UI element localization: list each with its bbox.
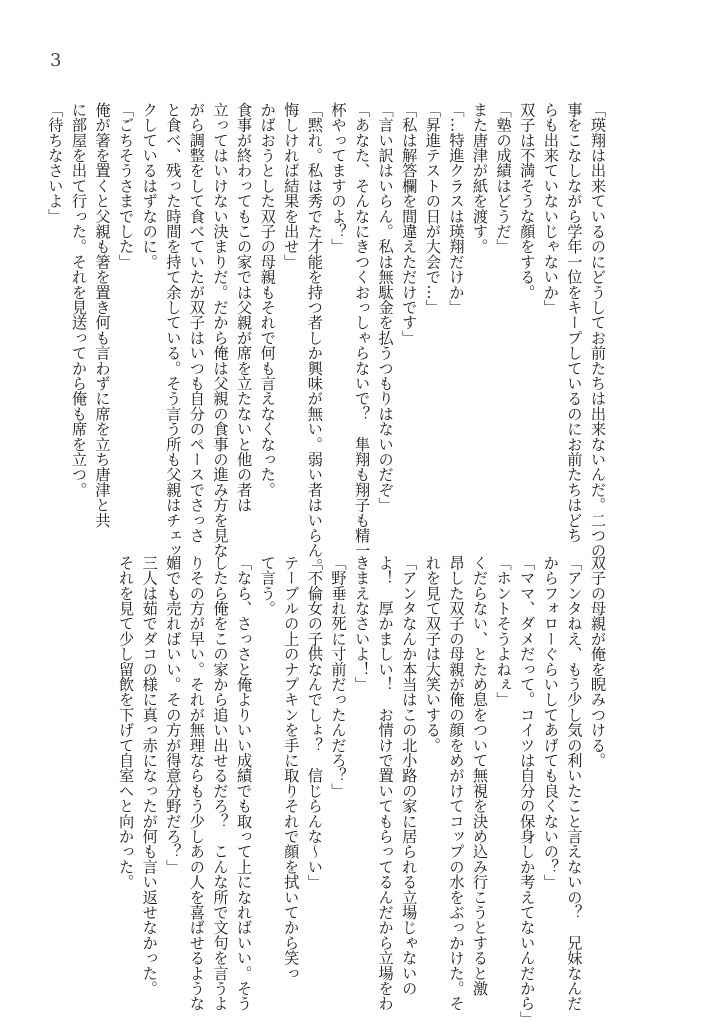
text-line: クしているはずなのに。 xyxy=(140,102,159,270)
text-line: くだらない、とため息をついて無視を決め込み行こうとすると激 xyxy=(471,555,490,996)
text-line: がら調整をして食べていたが双子はいつも自分のペースでさっさ xyxy=(187,102,206,543)
text-line: 悔しければ結果を出せ」 xyxy=(282,102,301,270)
text-line: 「アンタなんか本当はこの北小路の家に居られる立場じゃないの xyxy=(400,555,419,996)
text-line: 「アンタねえ、もう少し気の利いたこと言えないの？ 兄妹なんだ xyxy=(565,555,584,1011)
text-line: 三人は茹でダコの様に真っ赤になったが何も言い返せなかった。 xyxy=(140,555,159,996)
text-line: 双子は不満そうな顔をする。 xyxy=(518,102,537,300)
text-line: 「野垂れ死に寸前だったんだろ？」 xyxy=(329,555,348,799)
text-line: 「不倫女の子供なんでしょ？ 信じらんな〜い」 xyxy=(305,555,324,890)
text-line: 「あなた、そんなにきつくおっしゃらないで？ 隼翔も翔子も精一 xyxy=(353,102,372,558)
text-line: 「待ちなさいよ」 xyxy=(46,102,65,224)
text-line: 「私は解答欄を間違えただけです」 xyxy=(400,102,419,346)
text-line: 「ごちそうさまでした」 xyxy=(117,102,136,270)
text-line: 「ホントそうよねぇ」 xyxy=(494,555,513,707)
text-line: 「…特進クラスは瑛翔だけか」 xyxy=(447,102,466,315)
text-block-bottom xyxy=(114,555,609,1026)
text-line: 事をこなしながら学年一位をキープしているのにお前たちはどち xyxy=(565,102,584,543)
text-line: 「塾の成績はどうだ」 xyxy=(494,102,513,254)
text-line: 「黙れ。私は秀でた才能を持つ者しか興味が無い。弱い者はいらん。 xyxy=(305,102,324,574)
text-line: 「昇進テストの日が大会で…」 xyxy=(423,102,442,315)
text-line: 昂した双子の母親が俺の顔をめがけてコップの水をぶっかけた。そ xyxy=(447,555,466,1011)
text-line: 立ってはいけない決まりだ。だから俺は父親の食事の進み方を見な xyxy=(211,102,230,558)
page-number: 3 xyxy=(50,50,62,71)
text-line: 俺が箸を置くと父親も箸を置き何も言わずに席を立ち唐津と共 xyxy=(93,102,112,528)
text-line: に部屋を出て行った。それを見送ってから俺も席を立つ。 xyxy=(69,102,88,498)
text-line: りその方が早い。それが無理ならもう少しあの人を喜ばせるような xyxy=(187,555,206,1011)
text-line: よ！ 厚かましい！ お情けで置いてもらってるんだから立場をわ xyxy=(376,555,395,1011)
text-line: 食事が終わってもこの家では父親が席を立たないと他の者は xyxy=(235,102,254,513)
text-line: て言う。 xyxy=(258,555,277,616)
text-line: 「ママ、ダメだって。コイツは自分の保身しか考えてないんだから」 xyxy=(518,555,537,1026)
text-line: 「なら、さっさと俺よりいい成績でも取って上になればいい。そう xyxy=(235,555,254,1011)
text-line: したら俺をこの家から追い出せるだろ？ こんな所で文句を言うよ xyxy=(211,555,230,1011)
text-line: 双子の母親が俺を睨みつける。 xyxy=(589,555,607,768)
text-line: らも出来ていないじゃないか」 xyxy=(541,102,560,315)
text-line: それを見て少し留飲を下げて自室へと向かった。 xyxy=(117,555,136,890)
text-line: れを見て双子は大笑いする。 xyxy=(423,555,442,753)
text-line: 「瑛翔は出来ているのにどうしてお前たちは出来ないんだ。二つの xyxy=(589,102,607,558)
text-line: からフォローぐらいしてあげても良くないの？」 xyxy=(541,555,560,890)
text-line: 「言い訳はいらん。私は無駄金を払うつもりはないのだぞ」 xyxy=(376,102,395,513)
text-line: テーブルの上のナプキンを手に取りそれで顔を拭いてから笑っ xyxy=(282,555,301,981)
text-line: 杯やってますのよ？」 xyxy=(329,102,348,254)
text-line: 媚でも売ればいい。その方が得意分野だろ？」 xyxy=(164,555,183,875)
text-block-top xyxy=(43,102,609,574)
text-line: きまえなさいよ！」 xyxy=(353,555,372,692)
text-line: また唐津が紙を渡す。 xyxy=(471,102,490,254)
text-line: かばおうとした双子の母親もそれで何も言えなくなった。 xyxy=(258,102,277,498)
text-line: と食べ、残った時間を持て余している。そう言う所も父親はチェッ xyxy=(164,102,183,558)
